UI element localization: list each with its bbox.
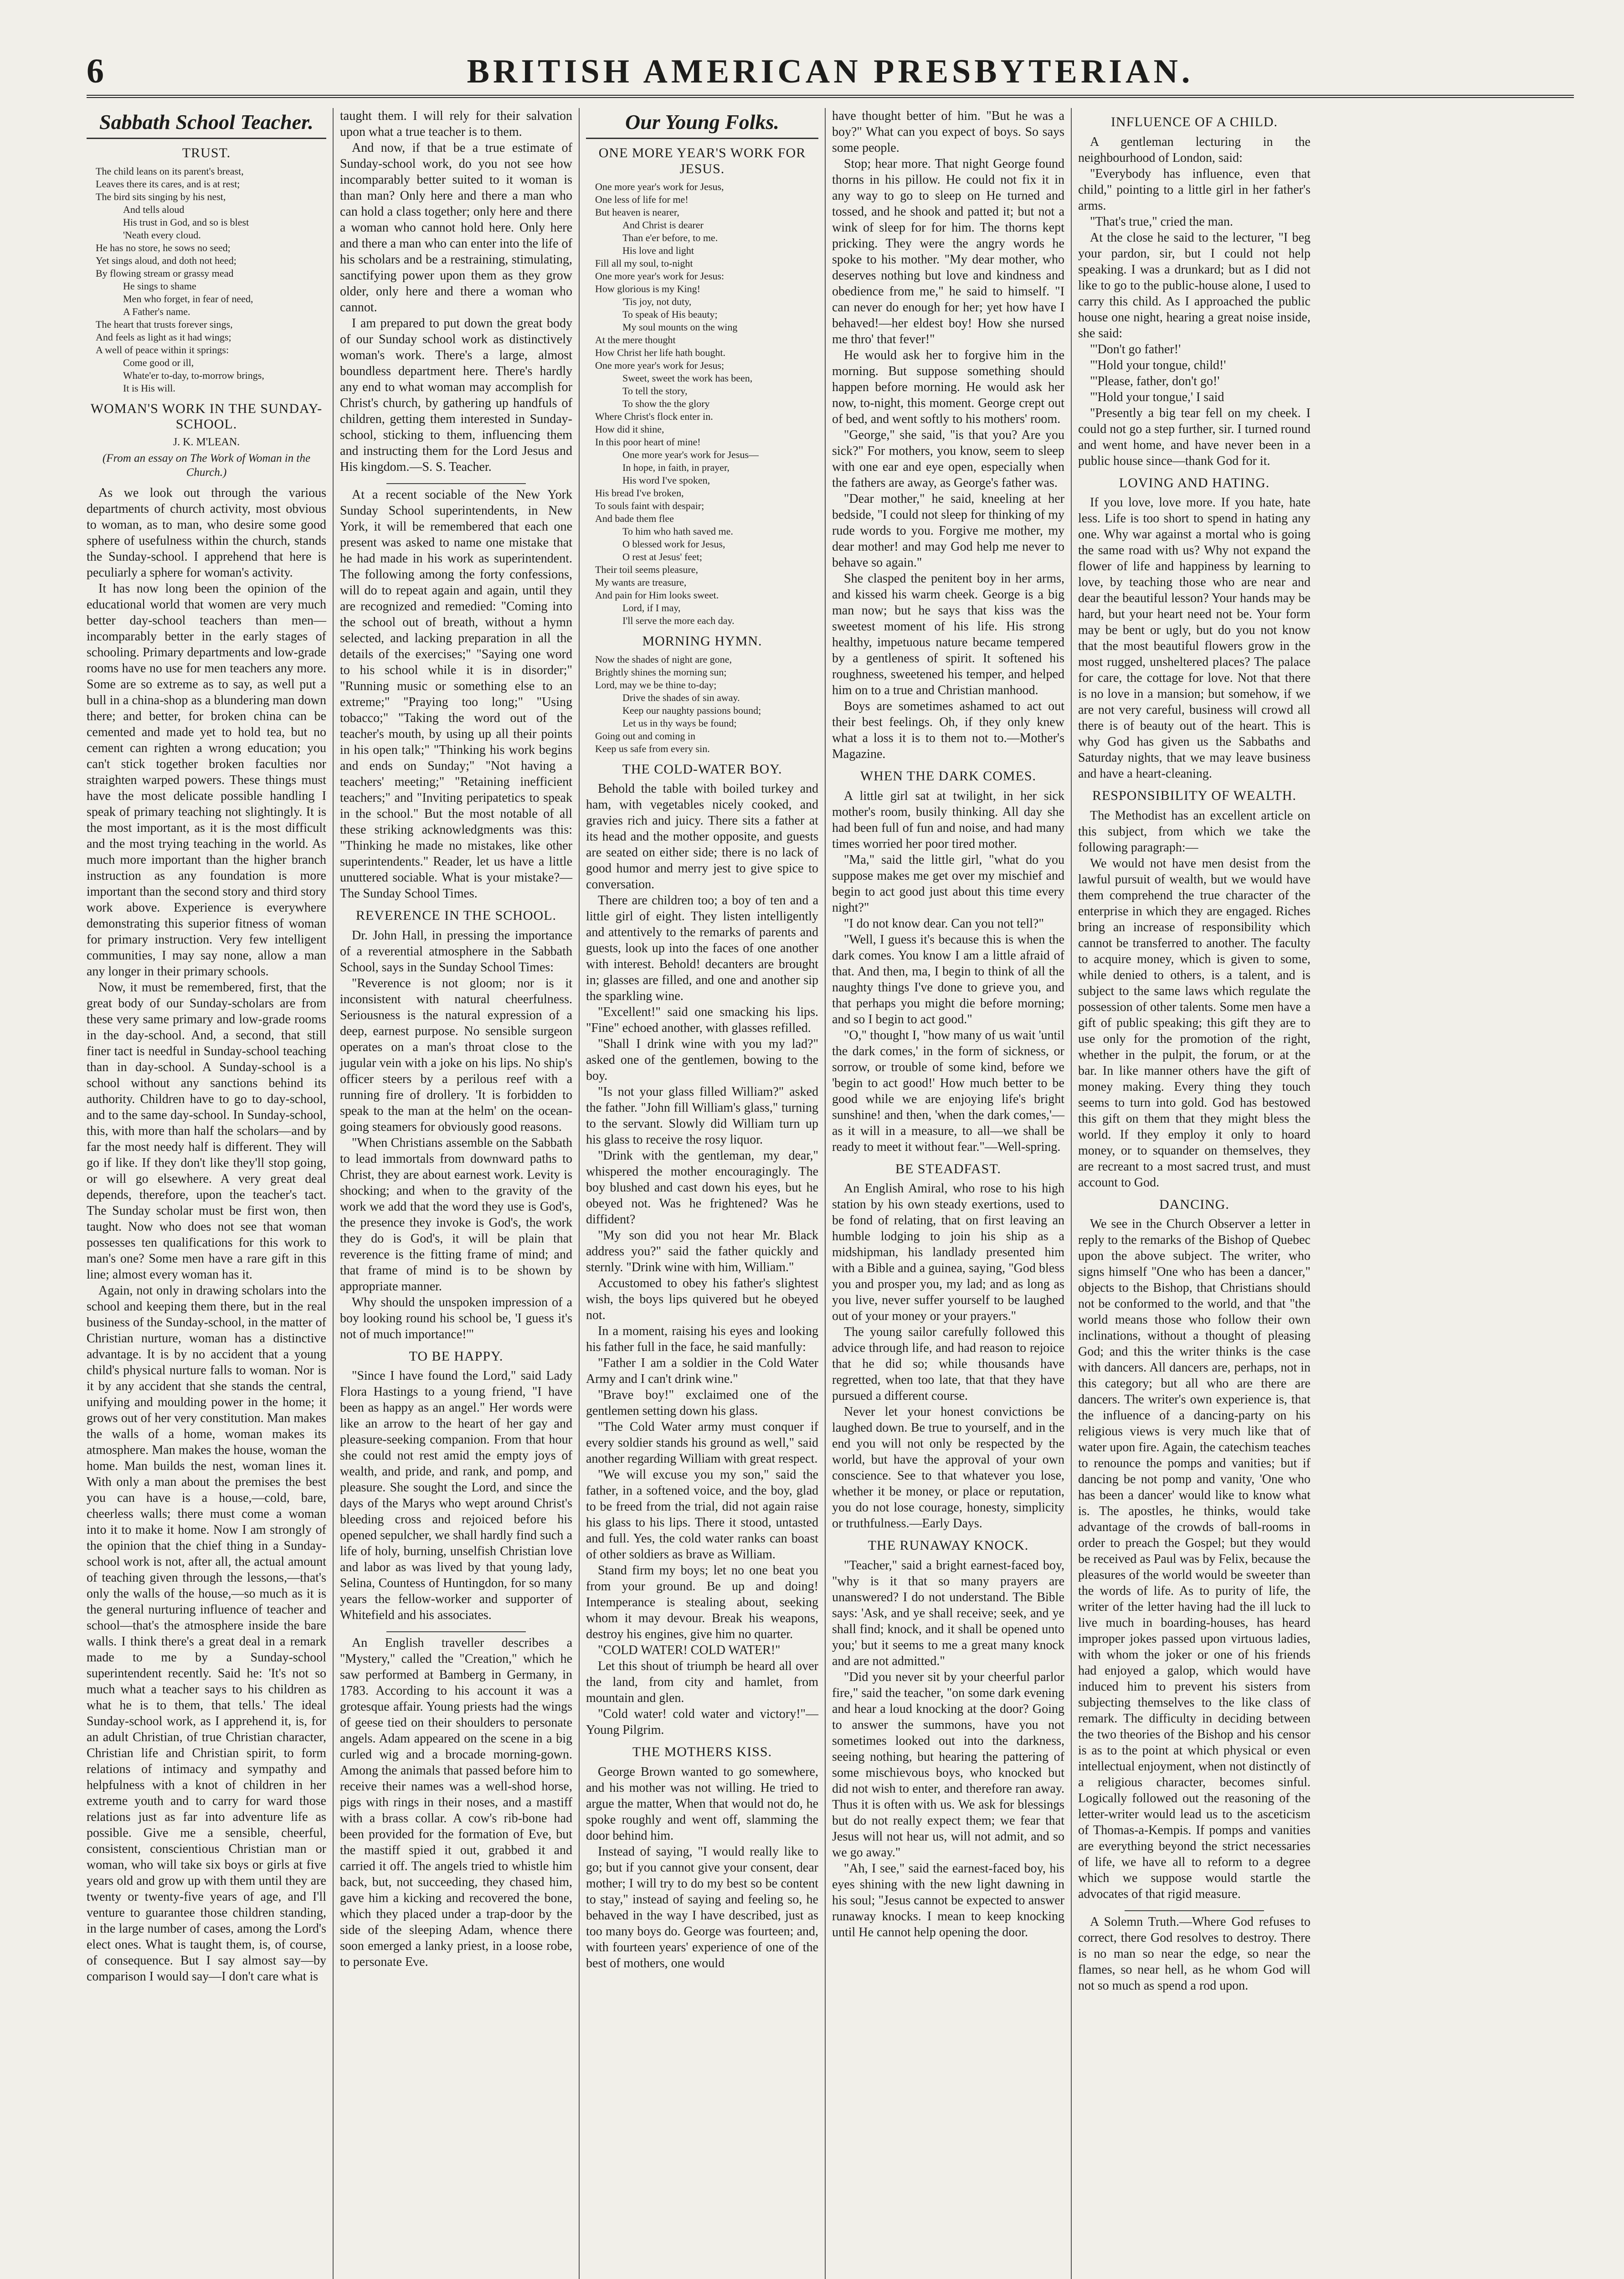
column-3: [579, 108, 825, 2279]
paragraph: "'Hold your tongue, child!': [1090, 358, 1226, 372]
paragraph: The young sailor carefully followed this advice through life, and had reason to rejoice that he did so; while thousands have regretted, when too late, that that they have pursued a different course.: [832, 1325, 1064, 1403]
paragraph: Dr. John Hall, in pressing the importance of a reverential atmosphere in the Sabbath School, says in the Sunday School Times:: [340, 928, 572, 975]
paragraph: "The Cold Water army must conquer if every soldier stands his ground as well," said another regarding William with great respect.: [586, 1420, 818, 1466]
poem-line: His love and light: [622, 245, 694, 256]
poem-line: Leaves there its cares, and is at rest;: [96, 178, 240, 190]
article-heading: LOVING AND HATING.: [1119, 475, 1270, 490]
article-heading: REVERENCE IN THE SCHOOL.: [355, 908, 557, 923]
poem-line: In this poor heart of mine!: [595, 436, 701, 448]
poem-line: In hope, in faith, in prayer,: [622, 462, 730, 473]
paragraph: At a recent sociable of the New York Sunday School superintendents, in New York, it will be remembered that each one present was asked to name one mistake that he had made in his work as superintendent. The following among the forty confessions, will do to repeat again and again, until they are recognized and remedied: "Coming into the school out of breath, without a hymn selected, and lacking preparation in all the details of the exercises;" "Saying one word to his school while it is in disorder;" "Running music or something else to an extreme;" "Praying too long;" "Using tobacco;" "Taking the word out of the teacher's mouth, by using up all their points in his open talk;" "Thinking his work begins and ends on Sunday;" "Not having a teachers' meeting;" "Retaining inefficient teachers;" and "Inviting peripatetics to speak in the school." But the most notable of all these striking acknowledgments was this: "Thinking he made no mistakes, like other superintendents." Reader, let us have a little unuttered sociable. What is your mistake?—The Sunday School Times.: [340, 488, 572, 901]
article-heading: BE STEADFAST.: [895, 1161, 1001, 1176]
paragraph: "We will excuse you my son," said the father, in a softened voice, and the boy, glad to be freed from the trial, did not again raise his glass to his lips. There it stood, untasted and full. Yes, the cold water ranks can boast of other soldiers as brave as William.: [586, 1468, 818, 1562]
paragraph: An English Amiral, who rose to his high station by his own steady exertions, used to be fond of relating, that on first leaving an humble lodging to join his ship as a midshipman, his landlady presented him with a Bible and a guinea, saying, "God bless you and prosper you, my lad; and as long as you live, never suffer yourself to be laughed out of your money or your prayers.": [832, 1181, 1064, 1323]
poem-line: His word I've spoken,: [622, 474, 710, 486]
paragraph: "Presently a big tear fell on my cheek. I could not go a step further, sir. I turned round and went home, and have never been in a public house since—thank God for it.: [1078, 406, 1311, 468]
paragraph: Let this shout of triumph be heard all over the land, from city and hamlet, from mountain and glen.: [586, 1659, 818, 1705]
article-heading: THE RUNAWAY KNOCK.: [868, 1538, 1029, 1553]
poem-line: The heart that trusts forever sings,: [96, 318, 233, 330]
paragraph: In a moment, raising his eyes and looking his father full in the face, he said manfully:: [586, 1324, 818, 1354]
paragraph: Accustomed to obey his father's slightest wish, the boys lips quivered but he obeyed not.: [586, 1276, 818, 1322]
poem-line: Sweet, sweet the work has been,: [622, 372, 753, 384]
poem-line: Come good or ill,: [123, 356, 194, 368]
article-source-note: (From an essay on The Work of Woman in the Church.): [102, 452, 311, 479]
paragraph: "COLD WATER! COLD WATER!": [598, 1643, 781, 1657]
paragraph: "Reverence is not gloom; nor is it inconsistent with natural cheerfulness. Seriousness is the natural expression of a deep, earnest purpose. No sensible surgeon operates on a man's throat close to the jugular vein with a joke on his lips. No ship's officer steers by a perilous reef with a running fire of drollery. 'It is forbidden to speak to the man at the helm' on the ocean-going steamers for obviously good reasons.: [340, 976, 572, 1134]
paragraph: "O," thought I, "how many of us wait 'until the dark comes,' in the form of sickness, or sorrow, or trouble of some kind, before we 'begin to act good!' How much better to be good while we are enjoying life's bright sunshine! and then, 'when the dark comes,'—as it will in a measure, to all—we shall be ready to meet it without fear."—Well-spring.: [832, 1028, 1064, 1154]
poem-line: Brightly shines the morning sun;: [595, 666, 727, 678]
poem-line: Their toil seems pleasure,: [595, 564, 699, 575]
paragraph: "Cold water! cold water and victory!"—Young Pilgrim.: [586, 1707, 818, 1737]
poem-line: One more year's work for Jesus,: [595, 181, 724, 192]
paragraph: An English traveller describes a "Mystery," called the "Creation," which he saw performed at Bamberg in Germany, in 1783. According to his account it was a grotesque affair. Young priests had the wings of geese tied on their shoulders to personate angels. Adam appeared on the scene in a big curled wig and a brocade morning-gown. Among the animals that passed before him to receive their names was a well-shod horse, pigs with rings in their noses, and a mastiff with a brass collar. A cow's rib-bone had been provided for the formation of Eve, but the mastiff spied it out, grabbed it and carried it off. The angels tried to whistle him back, but, not succeeding, they chased him, gave him a kicking and recovered the bone, which they placed under a trap-door by the side of the sleeping Adam, whence there soon emerged a lanky priest, in a loose robe, to personate Eve.: [340, 1636, 572, 1969]
poem-line: Now the shades of night are gone,: [595, 653, 732, 665]
poem-line: How glorious is my King!: [595, 283, 700, 294]
paragraph: "I do not know dear. Can you not tell?": [844, 916, 1044, 931]
column-1: [87, 108, 333, 2279]
poem-line: 'Neath every cloud.: [123, 229, 201, 241]
paragraph: As we look out through the various departments of church activity, most obvious to woman, as to man, who desire some good sphere of usefulness within the church, stands the Sunday-school. I apprehend that here is peculiarly a sphere for woman's activity.: [87, 486, 326, 580]
article-heading: RESPONSIBILITY OF WEALTH.: [1092, 788, 1297, 803]
paragraph: "My son did you not hear Mr. Black address you?" said the father quickly and sternly. "Drink wine with him, William.": [586, 1228, 818, 1274]
paragraph: Stand firm my boys; let no one beat you from your ground. Be up and doing! Intemperance is stealing about, seeking whom it may devour. Break his weapons, destroy his engines, give him no quarter.: [586, 1563, 818, 1641]
paragraph: "'Don't go father!': [1090, 342, 1181, 356]
paragraph: "'Please, father, don't go!': [1090, 374, 1220, 388]
paragraph: A gentleman lecturing in the neighbourhood of London, said:: [1078, 134, 1311, 165]
article-heading: INFLUENCE OF A CHILD.: [1110, 114, 1278, 129]
poem-line: A well of peace within it springs:: [96, 344, 229, 356]
separator-rule: [386, 483, 526, 484]
poem: [595, 180, 818, 627]
poem: [96, 165, 326, 395]
page-number: 6: [87, 52, 104, 90]
article-heading: THE MOTHERS KISS.: [632, 1744, 772, 1759]
article-heading: WOMAN'S WORK IN THE SUNDAY-SCHOOL.: [90, 401, 323, 432]
paragraph: "'Hold your tongue,' I said: [1090, 390, 1224, 404]
paragraph: "Ma," said the little girl, "what do you suppose makes me get over my mischief and begin to act good just about this time every night?": [832, 852, 1064, 915]
paragraph: I am prepared to put down the great body of our Sunday school work as distinctively woman's work. There's a large, almost boundless department here. There's hardly any end to what woman may accomplish for Christ's church, by gathering up handfuls of children, getting them interested in Sunday-school, sticking to them, influencing them and instructing them for the Lord Jesus and His kingdom.—S. S. Teacher.: [340, 316, 572, 474]
poem-line: To show the the glory: [622, 398, 710, 409]
poem-line: Lord, if I may,: [622, 602, 681, 614]
paragraph: "Since I have found the Lord," said Lady Flora Hastings to a young friend, "I have been as happy as an angel." Her words were like an arrow to the heart of her gay and pleasure-seeking companion. From that hour she could not rest amid the empty joys of wealth, and pride, and rank, and pomp, and pleasure. She sought the Lord, and since the days of the Marys who wept around Christ's bleeding cross and rejoiced before his opened sepulcher, we shall hardly find such a life of holy, burning, unselfish Christian love and labor as was lived by that young lady, Selina, Countess of Huntingdon, for so many years the fellow-worker and supporter of Whitefield and his associates.: [340, 1369, 572, 1622]
poem-line: To him who hath saved me.: [622, 526, 733, 537]
paragraph: A little girl sat at twilight, in her sick mother's room, busily thinking. All day she had been full of fun and noise, and had many times worried her poor tired mother.: [832, 789, 1064, 851]
poem-line: To souls faint with despair;: [595, 500, 704, 511]
paragraph: "George," she said, "is that you? Are you sick?" For mothers, you know, seem to sleep with one ear and eye open, especially when the fathers are away, as George's father was.: [832, 428, 1064, 490]
poem-line: At the mere thought: [595, 334, 676, 345]
poem-line: How did it shine,: [595, 423, 664, 435]
poem-line: And pain for Him looks sweet.: [595, 589, 719, 601]
separator-rule: [1125, 1910, 1264, 1911]
column-5: [1071, 108, 1317, 2279]
poem-line: And Christ is dearer: [622, 219, 704, 231]
poem-line: He sings to shame: [123, 280, 196, 292]
article-heading: ONE MORE YEAR'S WORK FOR JESUS.: [598, 145, 806, 176]
poem: [595, 653, 818, 755]
poem-line: To speak of His beauty;: [622, 309, 718, 320]
poem-line: It is His will.: [123, 382, 175, 394]
poem-line: And tells aloud: [123, 203, 185, 215]
poem-line: 'Tis joy, not duty,: [622, 296, 692, 307]
poem-line: How Christ her life hath bought.: [595, 347, 725, 358]
poem-line: He has no store, he sows no seed;: [96, 242, 231, 253]
poem-line: And feels as light as it had wings;: [96, 331, 231, 343]
poem-line: O blessed work for Jesus,: [622, 538, 725, 550]
poem-line: Drive the shades of sin away.: [622, 691, 740, 703]
article-heading: WHEN THE DARK COMES.: [860, 768, 1037, 784]
paragraph: "Teacher," said a bright earnest-faced boy, "why is it that so many prayers are unanswered? I do not understand. The Bible says: 'Ask, and ye shall receive; seek, and ye shall find; knock, and it shall be opened unto you;' but it seems to me a great many knock and are not admitted.": [832, 1558, 1064, 1668]
poem-line: Going out and coming in: [595, 730, 695, 742]
poem-line: Lord, may we be thine to-day;: [595, 679, 717, 691]
column-2: [333, 108, 579, 2279]
poem-line: His bread I've broken,: [595, 487, 684, 499]
paragraph: The Methodist has an excellent article on this subject, from which we take the following paragraph:—: [1078, 808, 1311, 855]
masthead: [87, 41, 1574, 98]
poem-line: And bade them flee: [595, 513, 674, 524]
article-heading: TO BE HAPPY.: [409, 1348, 504, 1364]
paragraph: We would not have men desist from the lawful pursuit of wealth, but we would have them comprehend the true character of the enterprise in which they are engaged. Riches bring an increase of responsibility which cannot be transferred to another. The faculty to acquire money, which is given to some, while denied to others, is a talent, and is subject to the same laws which regulate the possession of other talents. Some men have a gift of public speaking; this gift they are to use only for the promotion of the right, whether in the pulpit, the forum, or at the bar. In like manner others have the gift of money making. Every thing they touch seems to turn into gold. God has bestowed this gift on them that they might bless the world. If they employ it only to hoard money, or to squander on themselves, they are recreant to a most sacred trust, and must account to God.: [1078, 856, 1311, 1190]
department-heading: Our Young Folks.: [586, 110, 818, 139]
column-4: [825, 108, 1071, 2279]
paragraph: If you love, love more. If you hate, hate less. Life is too short to spend in hating any one. Why war against a mortal who is going the same road with us? Why not expand the flower of life and happiness by learning to love, by teaching those who are near and dear the beautiful lesson? Your hands may be hard, but your heart need not be. Your form may be bent or ugly, but do you not know that the most beautiful flowers grow in the most rugged, unsheltered places? The palace for care, the cottage for love. Not that there is no love in a mansion; but somehow, if we are not very careful, business will crowd all there is of beauty out of the heart. This is why God has given us the Sabbaths and Saturday nights, that we may leave business and have a heart-cleaning.: [1078, 495, 1311, 781]
paragraph: A Solemn Truth.—Where God refuses to correct, there God resolves to destroy. There is no man so near the edge, so near the flames, so near hell, as he whom God will not so much as spend a rod upon.: [1078, 1915, 1311, 1993]
poem-line: My wants are treasure,: [595, 577, 687, 588]
paragraph: George Brown wanted to go somewhere, and his mother was not willing. He tried to argue the matter, When that would not do, he spoke roughly and went off, slamming the door behind him.: [586, 1764, 818, 1843]
poem-line: The child leans on its parent's breast,: [96, 165, 244, 177]
columns: [87, 108, 1574, 2279]
paragraph: "Did you never sit by your cheerful parlor fire," said the teacher, "on some dark evening and hear a loud knocking at the door? Going to answer the summons, have you not sometimes looked out into the darkness, seeing nothing, but hearing the pattering of some mischievous boys, who knocked but did not wish to enter, and therefore ran away. Thus it is often with us. We ask for blessings but do not really expect them; we fear that Jesus will not hear us, will not admit, and so we go away.": [832, 1670, 1064, 1860]
poem-line: Fill all my soul, to-night: [595, 258, 693, 269]
article-heading: MORNING HYMN.: [642, 634, 762, 649]
paragraph: Now, it must be remembered, first, that the great body of our Sunday-scholars are from these very same primary and low-grade rooms in the day-school. And, a second, that still finer tact is needful in Sunday-school teaching than in day-school. A Sunday-school is a school without any sanctions behind its authority. Children have to go to day-school, and to the same day-school. In Sunday-school, this, with more than half the scholars—and by far the most needy half is different. They will go if like. If they don't like they'll stop going, or will go elsewhere. A very great deal depends, therefore, upon the teacher's tact. The Sunday scholar must be first won, then taught. Now who does not see that woman possesses ten qualifications for this work to man's one? Some men have a rare gift in this line; almost every woman has it.: [87, 980, 326, 1282]
paragraph: "Brave boy!" exclaimed one of the gentlemen setting down his glass.: [586, 1388, 818, 1418]
paragraph: Why should the unspoken impression of a boy looking round his school be, 'I guess it's not of much importance!'": [340, 1295, 572, 1341]
paragraph: "Shall I drink wine with you my lad?" asked one of the gentlemen, bowing to the boy.: [586, 1037, 818, 1083]
article-heading: DANCING.: [1159, 1196, 1229, 1212]
poem-line: One more year's work for Jesus—: [622, 449, 759, 460]
poem-line: But heaven is nearer,: [595, 206, 679, 218]
department-heading: Sabbath School Teacher.: [87, 110, 326, 139]
poem-line: Where Christ's flock enter in.: [595, 411, 713, 422]
paragraph: He would ask her to forgive him in the morning. But suppose something should happen before morning. He would ask her now, to-night, this moment. George crept out of bed, and went softly to his mothers' room.: [832, 348, 1064, 426]
poem-line: One more year's work for Jesus:: [595, 270, 725, 282]
article-author: J. K. M'LEAN.: [173, 436, 240, 448]
paragraph: have thought better of him. "But he was a boy?" What can you expect of boys. So says some people.: [832, 109, 1064, 155]
paragraph: Stop; hear more. That night George found thorns in his pillow. He could not fix it in any way to go to sleep on He turned and tossed, and he shook and patted it; but not a wink of sleep for for him. The thorns kept pricking. They were the angry words he spoke to his mother. "My dear mother, who deserves nothing but love and kindness and obedience from me," he said to himself. "I can never do enough for her; yet how have I behaved!—her eldest boy! How she nursed me thro' that fever!": [832, 157, 1064, 346]
paragraph: It has now long been the opinion of the educational world that women are very much better day-school teachers than men—incomparably better in the early stages of schooling. Primary departments and low-grade rooms have no use for men teachers any more. Some are so extreme as to say, as well put a bull in a china-shop as a blundering man down there; and better, for broken china can be cemented and made yet to hold tea, but no cement can righten a wrong education; you can't stick together broken faculties nor straighten warped powers. These things must have the most delicate possible handling I speak of primary teaching not slightingly. It is the most important, as it is the most difficult and the most trying teaching in the world. As much more important than the higher branch instruction as any foundation is more important than the second story and third story work above. Experience is everywhere demonstrating this superior fitness of woman for primary instruction. Very few intelligent communities, I may say none, allow a man any longer in their primary schools.: [87, 582, 326, 979]
article-heading: TRUST.: [182, 145, 231, 160]
paragraph: There are children too; a boy of ten and a little girl of eight. They listen intelligently and attentively to the remarks of parents and guests, look up into the faces of one another with interest. Behold! decanters are brought in; glasses are filled, and one and another sip the sparkling wine.: [586, 893, 818, 1003]
paragraph: And now, if that be a true estimate of Sunday-school work, do you not see how incomparably better suited to it woman is than man? Only here and there a man who can hold a class together; only here and there a woman who cannot hold here. Only here and there a man who can enter into the life of his scholars and be a restraining, stimulating, sanctifying power upon them as they grow older, only here and there a woman who cannot.: [340, 141, 572, 315]
paragraph: Boys are sometimes ashamed to act out their best feelings. Oh, if they only knew what a loss it is to them not to.—Mother's Magazine.: [832, 699, 1064, 761]
paragraph: "Everybody has influence, even that child," pointing to a little girl in her father's arms.: [1078, 166, 1311, 213]
poem-line: One less of life for me!: [595, 194, 689, 205]
paragraph: "Well, I guess it's because this is when the dark comes. You know I am a little afraid of that. And then, ma, I begin to think of all the naughty things I've done to grieve you, and that perhaps you might die before morning; and so I begin to act good.": [832, 932, 1064, 1026]
paragraph: "Excellent!" said one smacking his lips. "Fine" echoed another, with glasses refilled.: [586, 1005, 818, 1035]
separator-rule: [386, 1631, 526, 1632]
poem-line: Men who forget, in fear of need,: [123, 293, 253, 304]
poem-line: My soul mounts on the wing: [622, 321, 738, 333]
paragraph: At the close he said to the lecturer, "I beg your pardon, sir, but I could not help speaking. I was a drunkard; but as I did not like to go to the public-house alone, I used to carry this child. As I approached the public house one night, hearing a great noise inside, she said:: [1078, 230, 1311, 340]
paragraph: "That's true," cried the man.: [1090, 214, 1233, 229]
paragraph: taught them. I will rely for their salvation upon what a true teacher is to them.: [340, 109, 572, 139]
poem-line: To tell the story,: [622, 385, 688, 397]
poem-line: Than e'er before, to me.: [622, 232, 718, 243]
poem-line: Keep our naughty passions bound;: [622, 704, 761, 716]
poem-line: Yet sings aloud, and doth not heed;: [96, 254, 236, 266]
poem-line: O rest at Jesus' feet;: [622, 551, 703, 562]
paragraph: "Ah, I see," said the earnest-faced boy, his eyes shining with the new light dawning in his soul; "Jesus cannot be expected to answer runaway knocks. I mean to keep knocking until He cannot help opening the door.: [832, 1861, 1064, 1939]
paragraph: Never let your honest convictions be laughed down. Be true to yourself, and in the end you will not only be respected by the world, but have the approval of your own conscience. See to that whatever you lose, whether it be money, or place or reputation, you do not lose courage, honesty, simplicity or truthfulness.—Early Days.: [832, 1405, 1064, 1531]
paragraph: Instead of saying, "I would really like to go; but if you cannot give your consent, dear mother; I will try to do my best so be content to stay," instead of saying and feeling so, he behaved in the way I have described, just as too many boys do. George was fourteen; and, with fourteen years' experience of one of the best of mothers, one would: [586, 1844, 818, 1970]
poem-line: By flowing stream or grassy mead: [96, 267, 234, 279]
paragraph: Behold the table with boiled turkey and ham, with vegetables nicely cooked, and gravies rich and juicy. There sits a father at its head and the mother opposite, and guests are seated on either side; there is no lack of good humor and merry jest to give spice to conversation.: [586, 782, 818, 892]
poem-line: Let us in thy ways be found;: [622, 717, 737, 729]
paragraph: "Father I am a soldier in the Cold Water Army and I can't drink wine.": [586, 1356, 818, 1386]
paragraph: "Dear mother," he said, kneeling at her bedside, "I could not sleep for thinking of my rude words to you. Forgive me mother, my dear mother! and may God help me never to behave so again.": [832, 492, 1064, 570]
poem-line: I'll serve the more each day.: [622, 615, 735, 626]
poem-line: His trust in God, and so is blest: [123, 216, 249, 228]
paragraph: She clasped the penitent boy in her arms, and kissed his warm cheek. George is a big man now; but he says that kiss was the sweetest moment of his life. His strong healthy, impetuous nature became tempered by a gentleness of spirit. It softened his roughness, sweetened his temper, and helped him on to a true and Christian manhood.: [832, 572, 1064, 697]
poem-line: Keep us safe from every sin.: [595, 742, 710, 754]
poem-line: Whate'er to-day, to-morrow brings,: [123, 369, 264, 381]
paragraph: Again, not only in drawing scholars into the school and keeping them there, but in the real business of the Sunday-school, in the matter of Christian nurture, woman has a distinctive advantage. It is by no accident that a young child's physical nurture falls to woman. Nor is it by any accident that she stands the central, unifying and moulding power in the home; it grows out of her very constitution. Man makes the walls of a home, woman makes its atmosphere. Man makes the house, woman the home. Man builds the nest, woman lines it. With only a man about the premises the best you can have is a house,—cold, bare, cheerless walls; there must come a woman into it to make it home. Now I am strongly of the opinion that the chief thing in a Sunday-school work is not, after all, the actual amount of teaching given through the lessons,—that's only the walls of the house,—so much as it is the general nurturing influence of teacher and school—that's the atmosphere inside the bare walls. I think there's a great deal in a remark made to me by a Sunday-school superintendent recently. Said he: 'It's not so much what a teacher says to his children as what he is to them, that tells.' The ideal Sunday-school work, as I apprehend it, is, for an adult Christian, of true Christian character, Christian life and Christian spirit, to form relations of intimacy and sympathy and helpfulness with a knot of children in her extreme youth and to carry for ward those relations just as far into adventure life as possible. Give me a sensible, cheerful, consistent, conscientious Christian man or woman, who will take six boys or girls at five years old and grow up with them until they are twenty or twenty-five years of age, and I'll venture to guarantee those children standing, in the large number of cases, among the Lord's elect ones. What is taught them, is, of course, of consequence. But I say almost say—by comparison I would say—I don't care what is: [87, 1284, 326, 1984]
paragraph: "Is not your glass filled William?" asked the father. "John fill William's glass," turning to the servant. Slowly did William turn up his glass to receive the rosy liquor.: [586, 1085, 818, 1147]
newspaper-title: BRITISH AMERICAN PRESBYTERIAN.: [467, 53, 1194, 90]
paragraph: "When Christians assemble on the Sabbath to lead immortals from downward paths to Christ, they are about earnest work. Levity is shocking; and when to the gravity of the work we add that the word they use is God's, the presence they invoke is God's, the work they do is God's, it will be plain that reverence is the fitting frame of mind; and that frame of mind is to be shown by appropriate manner.: [340, 1135, 572, 1294]
poem-line: One more year's work for Jesus;: [595, 360, 725, 371]
poem-line: A Father's name.: [123, 305, 190, 317]
article-heading: THE COLD-WATER BOY.: [622, 761, 782, 777]
poem-line: The bird sits singing by his nest,: [96, 191, 226, 202]
paragraph: We see in the Church Observer a letter in reply to the remarks of the Bishop of Quebec upon the above subject. The writer, who signs himself "One who has been a dancer," objects to the Bishop, that Christians should not be conformed to the world, and that "the world means those who follow their own inclinations, without a thought of pleasing God; and this the writer thinks is the case with dancers. All dancers are, perhaps, not in this category; but all who are there are dancers. The writer's own experience is, that the influence of a dancing-party on his religious views is very much like that of water upon fire. Again, the catechism teaches to renounce the pomps and vanities; but if dancing be not pomp and vanity, 'One who has been a dancer' would like to know what is. The apostles, he thinks, would take advantage of the crowds of ball-rooms in order to preach the Gospel; but they would be received as Paul was by Felix, because the pleasures of the world would be sweeter than the words of life. As to purity of life, the writer of the letter having had the ill luck to live much in boarding-houses, has heard improper jokes passed upon virtuous ladies, with whom the joker or one of his friends had enjoyed a galop, which would have induced him to prevent his sisters from subjecting themselves to the like class of remark. The difficulty in deciding between the two theories of the Bishop and his censor is as to the point at which physical or even intellectual enjoyment, when not distinctly of a religious character, becomes sinful. Logically followed out the reasoning of the letter-writer would lead us to the asceticism of Thomas-a-Kempis. If pomps and vanities are everything beyond the strict necessaries of life, we have all to reform to a degree which we suppose would startle the advocates of that rigid measure.: [1078, 1217, 1311, 1901]
paragraph: "Drink with the gentleman, my dear," whispered the mother encouragingly. The boy blushed and cast down his eyes, but he obeyed not. Was he frightened? Was he diffident?: [586, 1149, 818, 1227]
